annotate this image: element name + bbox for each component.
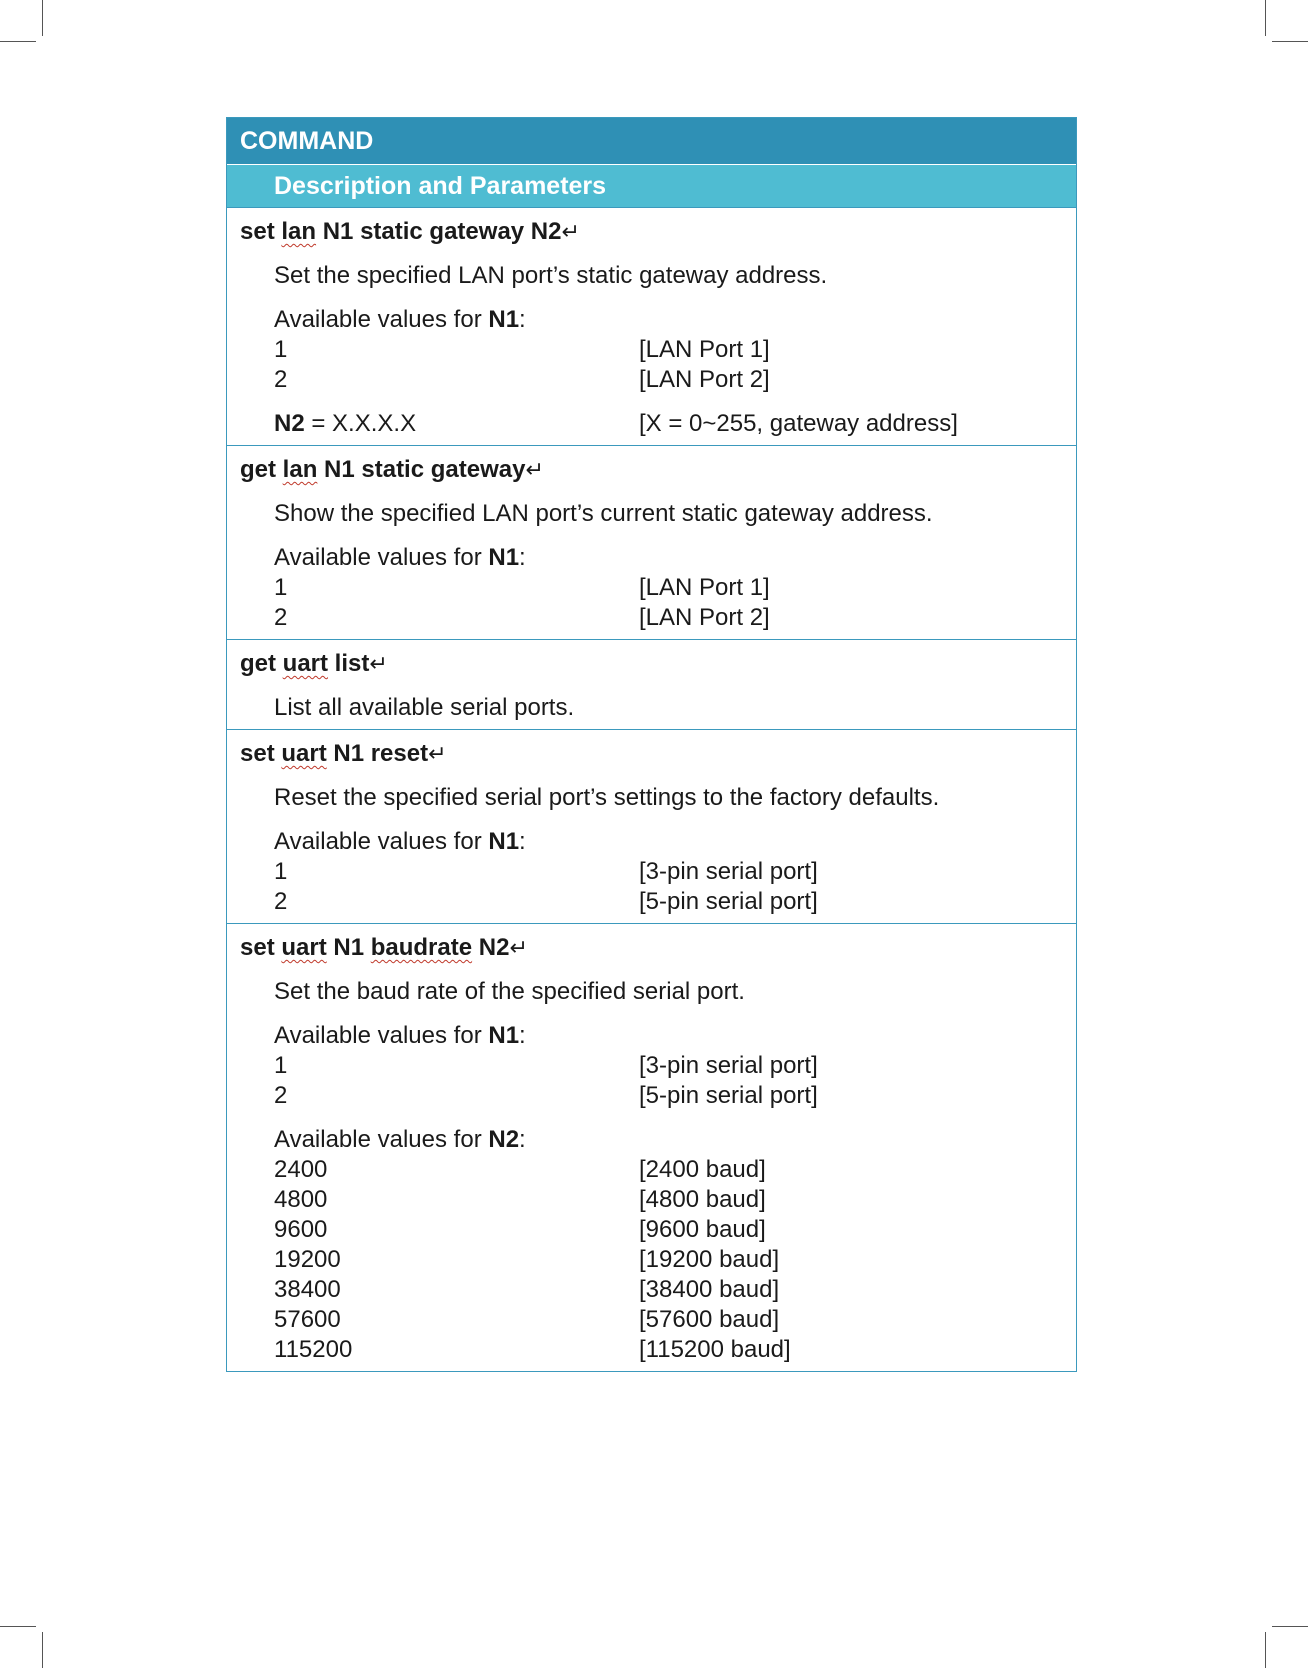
command-entry-get-uart-list xyxy=(227,639,1076,729)
command-text: N1 static gateway N2 xyxy=(316,218,562,245)
available-values-label: Available values for N1: xyxy=(274,828,526,855)
value-row: 38400 [38400 baud] xyxy=(274,1276,780,1303)
enter-icon: ↵ xyxy=(369,651,388,676)
value-row: 57600 [57600 baud] xyxy=(274,1306,780,1333)
value-row: 1 [LAN Port 1] xyxy=(274,336,770,363)
command-description: Set the specified LAN port’s static gateway address. xyxy=(274,262,828,289)
command-table xyxy=(226,117,1077,1372)
command-description: Set the baud rate of the specified serial port. xyxy=(274,978,745,1005)
value-row: 1 [LAN Port 1] xyxy=(274,574,770,601)
value-row: 2400 [2400 baud] xyxy=(274,1156,766,1183)
crop-mark xyxy=(1272,1626,1308,1627)
command-syntax: set uart N1 reset↵ xyxy=(240,740,447,767)
crop-mark xyxy=(1272,41,1308,42)
value-row-n2-format: N2 = X.X.X.X [X = 0~255, gateway address] xyxy=(274,410,958,437)
crop-mark xyxy=(1265,1632,1266,1668)
command-syntax: set uart N1 baudrate N2↵ xyxy=(240,934,528,961)
crop-mark xyxy=(1265,0,1266,36)
enter-icon: ↵ xyxy=(428,741,447,766)
command-entry-set-uart-reset xyxy=(227,729,1076,923)
value-row: 1 [3-pin serial port] xyxy=(274,1052,818,1079)
value-row: 4800 [4800 baud] xyxy=(274,1186,766,1213)
enter-icon: ↵ xyxy=(561,219,580,244)
crop-mark xyxy=(42,1632,43,1668)
value-row: 2 [5-pin serial port] xyxy=(274,1082,818,1109)
command-entry-set-uart-baudrate xyxy=(227,923,1076,1371)
enter-icon: ↵ xyxy=(509,935,528,960)
value-row: 2 [LAN Port 2] xyxy=(274,604,770,631)
command-syntax: get uart list↵ xyxy=(240,650,388,677)
value-row: 1 [3-pin serial port] xyxy=(274,858,818,885)
command-text: set xyxy=(240,218,282,245)
available-values-label: Available values for N1: xyxy=(274,306,526,333)
available-values-label: Available values for N2: xyxy=(274,1126,526,1153)
value-row: 2 [5-pin serial port] xyxy=(274,888,818,915)
table-header-description: Description and Parameters xyxy=(227,164,1076,207)
crop-mark xyxy=(42,0,43,36)
available-values-label: Available values for N1: xyxy=(274,1022,526,1049)
crop-mark xyxy=(0,1626,36,1627)
crop-mark xyxy=(0,41,36,42)
command-syntax xyxy=(227,216,1076,248)
command-description: Show the specified LAN port’s current static gateway address. xyxy=(274,500,933,527)
available-values-label: Available values for N1: xyxy=(274,544,526,571)
command-description: List all available serial ports. xyxy=(274,694,575,721)
command-entry-get-lan-gateway xyxy=(227,445,1076,639)
command-syntax: get lan N1 static gateway↵ xyxy=(240,456,544,483)
enter-icon: ↵ xyxy=(525,457,544,482)
value-row: 19200 [19200 baud] xyxy=(274,1246,780,1273)
value-row: 115200 [115200 baud] xyxy=(274,1336,791,1363)
table-header-command: COMMAND xyxy=(227,118,1076,164)
value-row: 9600 [9600 baud] xyxy=(274,1216,766,1243)
command-description: Reset the specified serial port’s settings to the factory defaults. xyxy=(274,784,940,811)
command-entry-set-lan-gateway xyxy=(227,207,1076,445)
value-row: 2 [LAN Port 2] xyxy=(274,366,770,393)
command-keyword: lan xyxy=(281,218,317,245)
